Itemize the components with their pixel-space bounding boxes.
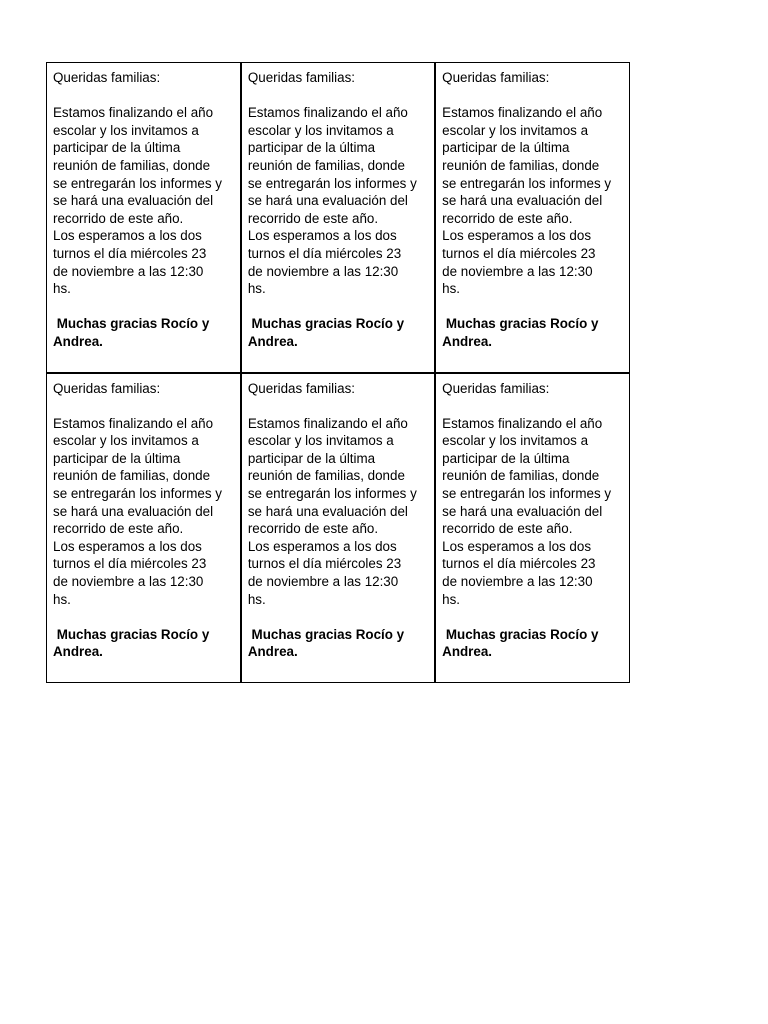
signature-line: Andrea. [247,333,298,349]
body-line: reunión de familias, donde [53,157,211,173]
body-line: participar de la última [442,140,570,156]
body-line: Los esperamos a los dos [247,538,397,554]
body-line: participar de la última [53,450,181,466]
body-line: recorrido de este año. [53,210,184,226]
body-line: se hará una evaluación del [53,193,214,209]
body-line: de noviembre a las 12:30 [53,263,204,279]
body-line: Los esperamos a los dos [53,228,202,244]
body-line: escolar y los invitamos a [247,122,394,138]
body-line: escolar y los invitamos a [53,122,199,138]
body-line: hs. [442,591,461,607]
body-line: reunión de familias, donde [53,468,211,484]
body-line: participar de la última [442,450,570,466]
body-line: se entregarán los informes y [247,486,417,502]
body-line: se entregarán los informes y [247,175,417,191]
body-line: turnos el día miércoles 23 [53,556,207,572]
card-body [248,104,428,298]
body-line: escolar y los invitamos a [53,433,199,449]
card-greeting: Queridas familias: [442,70,550,85]
invitation-card [47,373,241,683]
body-line: se entregarán los informes y [442,175,612,191]
body-line: recorrido de este año. [247,210,379,226]
body-line: se entregarán los informes y [53,175,222,191]
body-line: reunión de familias, donde [442,468,600,484]
signature-line: Andrea. [442,644,493,660]
card-signature [442,315,623,350]
body-line: turnos el día miércoles 23 [247,245,402,261]
invitation-card [241,63,435,373]
body-line: hs. [247,281,266,297]
card-signature [442,626,623,661]
body-line: recorrido de este año. [247,521,379,537]
body-line: participar de la última [247,140,376,156]
body-line: Estamos finalizando el año [53,105,214,121]
body-line: turnos el día miércoles 23 [442,245,596,261]
card-greeting: Queridas familias: [442,380,550,396]
card-greeting: Queridas familias: [53,70,161,85]
body-line: recorrido de este año. [442,521,573,537]
body-line: de noviembre a las 12:30 [442,574,593,590]
body-line: Estamos finalizando el año [247,415,408,431]
body-line: Los esperamos a los dos [442,538,592,554]
body-line: participar de la última [53,140,181,156]
body-line: se hará una evaluación del [442,193,603,209]
body-line: reunión de familias, donde [247,468,405,484]
body-line: turnos el día miércoles 23 [442,556,596,572]
body-line: turnos el día miércoles 23 [53,245,207,261]
body-line: reunión de familias, donde [247,157,405,173]
card-body [53,104,234,298]
body-line: se hará una evaluación del [442,503,603,519]
signature-line: Muchas gracias Rocío y [442,316,599,332]
card-greeting: Queridas familias: [53,380,161,396]
invitation-card [435,63,629,373]
signature-line: Muchas gracias Rocío y [53,316,210,332]
invitation-card [241,373,435,683]
signature-line: Andrea. [53,644,103,660]
body-line: hs. [53,591,71,607]
body-line: se hará una evaluación del [247,503,408,519]
signature-line: Andrea. [442,333,493,349]
body-line: recorrido de este año. [53,521,184,537]
signature-line: Muchas gracias Rocío y [53,626,210,642]
body-line: Estamos finalizando el año [53,415,214,431]
card-body [248,415,428,609]
signature-line: Andrea. [53,333,103,349]
body-line: se hará una evaluación del [53,503,214,519]
body-line: escolar y los invitamos a [442,433,589,449]
body-line: Los esperamos a los dos [53,538,202,554]
body-line: escolar y los invitamos a [247,433,394,449]
body-line: Los esperamos a los dos [442,228,592,244]
invitation-card [435,373,629,683]
grid-row [47,373,630,683]
body-line: hs. [247,591,266,607]
body-line: se entregarán los informes y [53,486,222,502]
body-line: reunión de familias, donde [442,157,600,173]
body-line: participar de la última [247,450,376,466]
card-signature [248,315,428,350]
body-line: de noviembre a las 12:30 [442,263,593,279]
invitation-card [47,63,241,373]
body-line: recorrido de este año. [442,210,573,226]
signature-line: Muchas gracias Rocío y [247,316,405,332]
card-greeting: Queridas familias: [247,380,355,396]
body-line: Los esperamos a los dos [247,228,397,244]
body-line: escolar y los invitamos a [442,122,589,138]
body-line: se hará una evaluación del [247,193,408,209]
card-signature [248,626,428,661]
body-line: hs. [53,281,71,297]
body-line: de noviembre a las 12:30 [247,263,399,279]
invitation-grid [46,62,630,683]
body-line: hs. [442,281,461,297]
card-signature [53,626,234,661]
card-body [53,415,234,609]
signature-line: Muchas gracias Rocío y [442,626,599,642]
signature-line: Andrea. [247,644,298,660]
body-line: turnos el día miércoles 23 [247,556,402,572]
body-line: de noviembre a las 12:30 [247,574,399,590]
body-line: de noviembre a las 12:30 [53,574,204,590]
card-signature [53,315,234,350]
card-greeting: Queridas familias: [247,70,355,85]
body-line: Estamos finalizando el año [442,415,603,431]
body-line: Estamos finalizando el año [247,105,408,121]
grid-row [47,63,630,373]
body-line: Estamos finalizando el año [442,105,603,121]
signature-line: Muchas gracias Rocío y [247,626,405,642]
body-line: se entregarán los informes y [442,486,612,502]
card-body [442,415,623,609]
card-body [442,104,623,298]
